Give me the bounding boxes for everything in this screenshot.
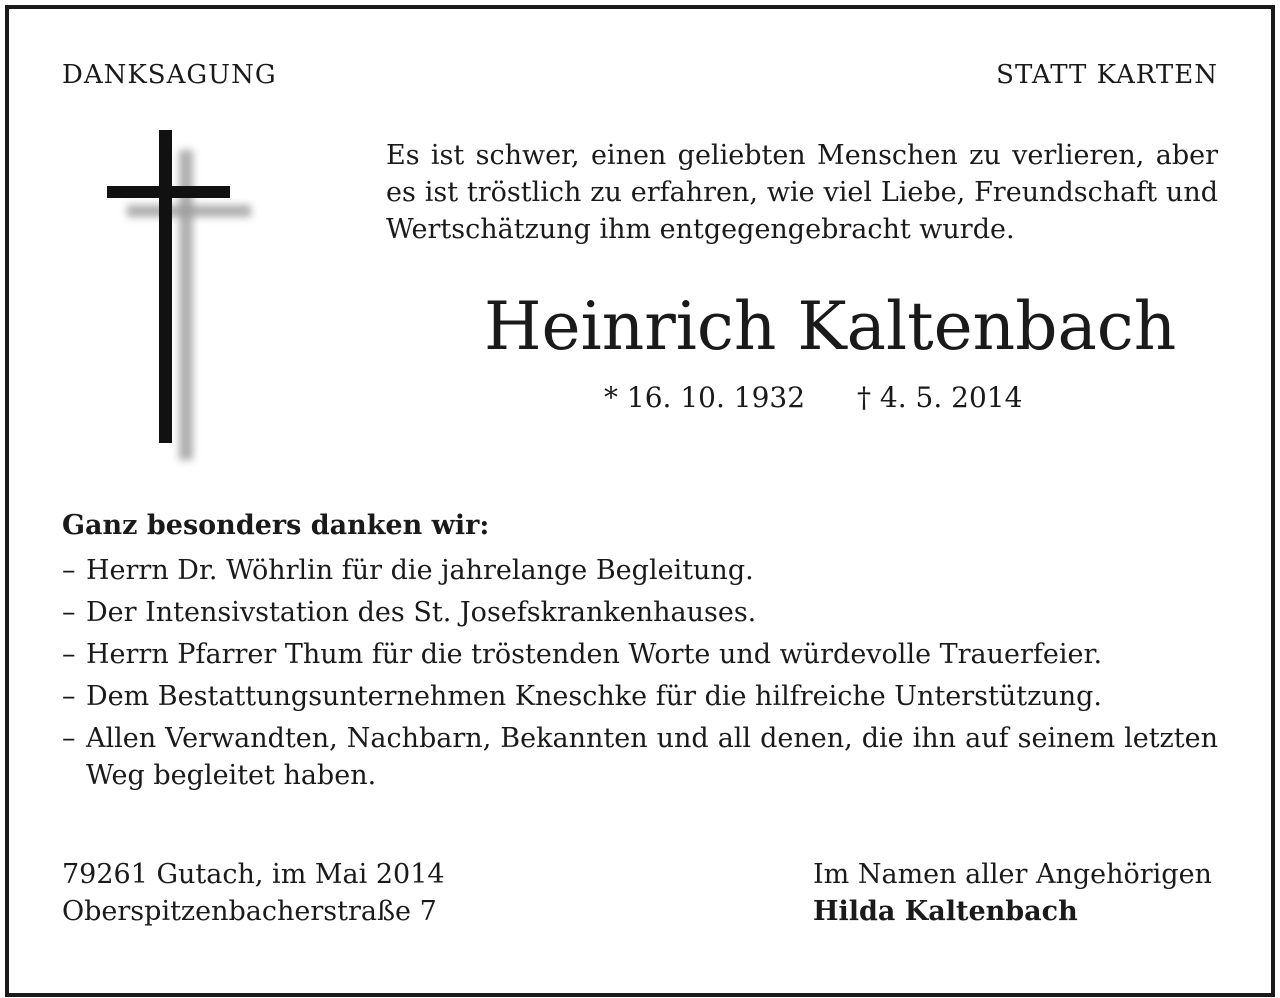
birth-date: * 16. 10. 1932 [604,381,806,414]
death-date: † 4. 5. 2014 [857,381,1023,414]
life-dates [604,381,1022,414]
place-block [62,856,445,930]
intro-text: Es ist schwer, einen geliebten Menschen zu verlieren, aber es ist tröstlich zu erfahren, wie viel Liebe, Freundschaft und Wertschätzung ihm entgegengebracht wurde. [386,140,1218,245]
cross-horizontal-beam [107,186,230,198]
signature-intro: Im Namen aller Angehörigen [813,859,1212,890]
list-item-text: Dem Bestattungsunternehmen Kneschke für die hilfreiche Unterstützung. [86,681,1102,712]
header-statt-karten: STATT KARTEN [996,60,1218,90]
list-item [62,594,1218,631]
list-item [62,636,1218,673]
address-line: Oberspitzenbacherstraße 7 [62,896,437,927]
signature-block [813,856,1212,930]
signature-name: Hilda Kaltenbach [813,896,1078,927]
list-dash: – [62,597,76,628]
place-date-line: 79261 Gutach, im Mai 2014 [62,859,445,890]
deceased-name: Heinrich Kaltenbach [484,288,1177,365]
list-item [62,552,1218,589]
list-dash: – [62,639,76,670]
list-dash: – [62,555,76,586]
list-dash: – [62,723,76,754]
list-item-text: Herrn Pfarrer Thum für die tröstenden Worte und würdevolle Trauerfeier. [86,639,1103,670]
cross-shadow-horizontal [127,205,251,217]
latin-cross-icon [100,125,260,470]
list-item-text: Der Intensivstation des St. Josefskrankenhauses. [86,597,757,628]
list-item-text: Herrn Dr. Wöhrlin für die jahrelange Begleitung. [86,555,754,586]
thanks-heading: Ganz besonders danken wir: [62,510,490,541]
list-item [62,678,1218,715]
header-danksagung: DANKSAGUNG [62,60,277,90]
list-dash: – [62,681,76,712]
list-item [62,720,1218,794]
cross-vertical-beam [159,130,172,443]
thanks-list [62,552,1218,799]
list-item-text: Allen Verwandten, Nachbarn, Bekannten und all denen, die ihn auf seinem letzten Weg begleitet haben. [86,723,1218,791]
